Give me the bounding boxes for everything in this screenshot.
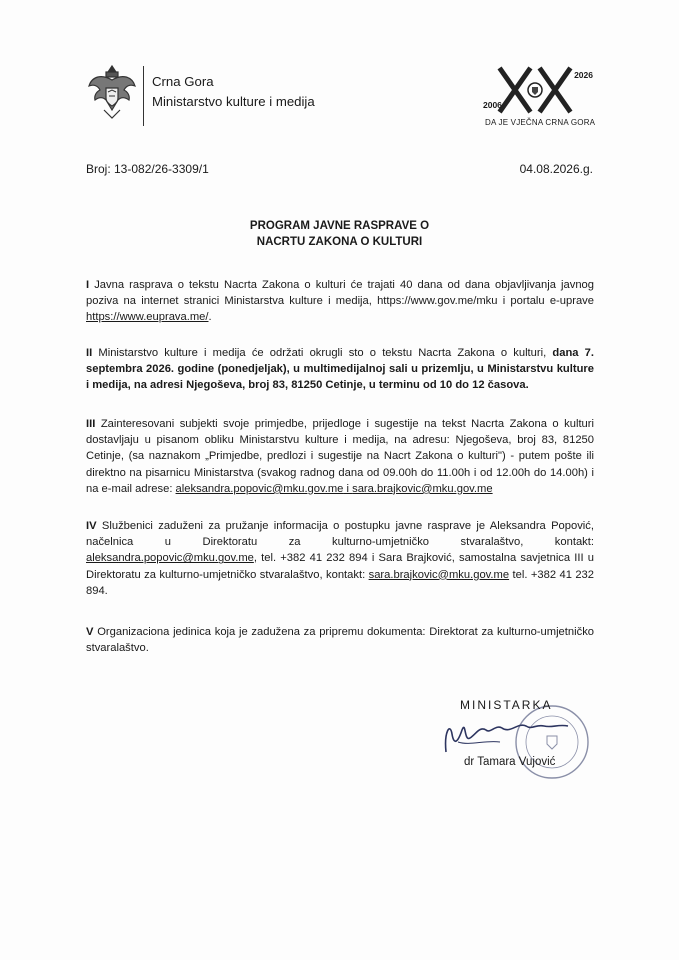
section-1 bbox=[86, 277, 594, 326]
email-link-popovic[interactable]: aleksandra.popovic@mku.gov.me bbox=[86, 552, 254, 565]
section-text: Javna rasprava o tekstu Nacrta Zakona o kulturi će trajati 40 dana od dana objavljivanja javnog poziva na internet stranici Ministarstva kulture i medija, https://www.gov.me/mku i portalu e-uprave bbox=[86, 279, 595, 308]
header-divider bbox=[143, 66, 144, 126]
document-number: Broj: 13-082/26-3309/1 bbox=[86, 162, 209, 176]
section-text: Zainteresovani subjekti svoje primjedbe, prijedloge i sugestije na tekst Nacrta Zakona o kulturi dostavljaju u pisanom obliku Ministarstvu kulture i medija, na adresu: Njegoševa, broj 83, 81250 Cetinje, (sa naznakom „Primjedbe, predlozi i sugestije na Nacrt Zakona o kulturi") - putem pošte ili direktno na pisarnicu Ministarstva (svakog radnog dana od 09.00h do 11.00h i od 12.00h do 14.00h) i na e-mail adrese: bbox=[86, 418, 594, 495]
document-meta bbox=[86, 162, 593, 176]
section-3 bbox=[86, 416, 594, 497]
section-number: I bbox=[86, 279, 90, 291]
section-bold-text: dana 7. septembra 2026. godine (ponedjeljak), u multimedijalnoj sali u prizemlju, u Ministarstvu kulture i medija, na adresi Njegoševa, broj 83, 81250 Cetinje, u terminu od 10 do 12 časova. bbox=[86, 347, 595, 392]
country-name: Crna Gora bbox=[152, 74, 214, 89]
section-text-3: tel. +382 41 232 894. bbox=[86, 568, 594, 597]
title-line-1: PROGRAM JAVNE RASPRAVE O bbox=[249, 220, 430, 232]
section-number: V bbox=[86, 626, 94, 638]
signatory-name: dr Tamara Vujović bbox=[464, 756, 556, 768]
document-title bbox=[0, 218, 679, 250]
letterhead bbox=[86, 62, 596, 132]
ministry-block bbox=[152, 72, 315, 112]
email-conjunction: i bbox=[343, 482, 353, 495]
section-number: II bbox=[86, 347, 93, 359]
section-text: Organizaciona jedinica koja je zadužena za pripremu dokumenta: Direktorat za kulturno-umjetničko stvaralaštvo. bbox=[86, 626, 595, 655]
handwritten-signature-icon bbox=[440, 712, 580, 760]
anniversary-motto: DA JE VJEČNA CRNA GORA bbox=[485, 118, 596, 127]
section-tail: . bbox=[208, 311, 212, 324]
anniversary-year-start: 2006 bbox=[483, 100, 502, 110]
email-link-brajkovic[interactable]: sara.brajkovic@mku.gov.me bbox=[368, 568, 510, 581]
section-text-1: Službenici zaduženi za pružanje informacija o postupku javne rasprave je Aleksandra Popović, načelnica u Direktoratu za kulturno-umjetničko stvaralaštvo, kontakt: bbox=[86, 520, 594, 549]
document-date: 04.08.2026.g. bbox=[519, 162, 593, 176]
section-text-2: , tel. +382 41 232 894 i Sara Brajković, samostalna savjetnica III u Direktoratu za kulturno-umjetničko stvaralaštvo, kontakt: bbox=[86, 552, 594, 581]
ministry-name: Ministarstvo kulture i medija bbox=[152, 94, 315, 109]
section-4 bbox=[86, 518, 594, 599]
coat-of-arms-icon bbox=[86, 62, 138, 122]
anniversary-logo bbox=[475, 62, 596, 132]
section-2 bbox=[86, 345, 594, 394]
section-5 bbox=[86, 624, 594, 656]
anniversary-xx-icon bbox=[495, 62, 575, 118]
title-line-2: NACRTU ZAKONA O KULTURI bbox=[256, 236, 423, 248]
email-link-brajkovic[interactable]: sara.brajkovic@mku.gov.me bbox=[352, 482, 493, 495]
section-text: Ministarstvo kulture i medija će održati okrugli sto o tekstu Nacrta Zakona o kulturi, bbox=[98, 347, 547, 359]
anniversary-year-end: 2026 bbox=[574, 70, 593, 80]
section-number: III bbox=[86, 418, 96, 430]
email-link-popovic[interactable]: aleksandra.popovic@mku.gov.me bbox=[175, 482, 344, 495]
section-number: IV bbox=[86, 520, 97, 532]
euprava-link[interactable]: https://www.euprava.me/ bbox=[86, 311, 209, 324]
signature-block bbox=[452, 698, 612, 798]
signatory-role: MINISTARKA bbox=[460, 698, 553, 712]
